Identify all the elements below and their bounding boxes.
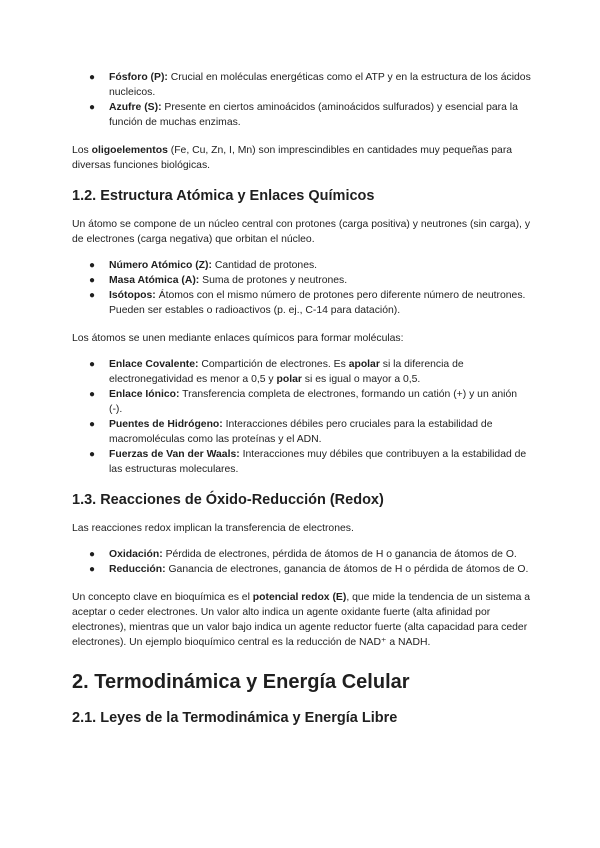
section-heading-1-3: 1.3. Reacciones de Óxido-Reducción (Redox) [72, 492, 384, 508]
definition: Pérdida de electrones, pérdida de átomos de H o ganancia de átomos de O. [162, 549, 517, 560]
bullet-icon: ● [89, 290, 96, 301]
definition: Crucial en moléculas energéticas como el ATP y en la estructura de los ácidos nucleicos. [109, 72, 531, 98]
definition: Presente en ciertos aminoácidos (aminoácidos sulfurados) y esencial para la función de muchas enzimas. [109, 102, 518, 128]
text: Compartición de electrones. Es [198, 359, 349, 370]
term: Fósforo (P): [109, 72, 168, 83]
bullet-icon: ● [89, 359, 96, 370]
bullet-icon: ● [89, 260, 96, 271]
term: Enlace Covalente: [109, 359, 199, 370]
elements-list [72, 70, 532, 130]
bullet-icon: ● [89, 389, 96, 400]
term: Azufre (S): [109, 102, 162, 113]
redox-intro: Las reacciones redox implican la transferencia de electrones. [72, 523, 354, 534]
term: Fuerzas de Van der Waals: [109, 449, 240, 460]
bullet-icon: ● [89, 275, 96, 286]
list-item [72, 547, 532, 562]
term: Enlace Iónico: [109, 389, 180, 400]
oligo-paragraph [72, 143, 532, 173]
list-item [72, 258, 532, 273]
term: oligoelementos [91, 145, 168, 156]
text: Un concepto clave en bioquímica es el [72, 592, 253, 603]
bullet-icon: ● [89, 102, 96, 113]
section-heading-2-1: 2.1. Leyes de la Termodinámica y Energía Libre [72, 710, 398, 726]
term: Número Atómico (Z): [109, 260, 212, 271]
atom-list [72, 258, 532, 318]
definition: Interacciones muy débiles que contribuyen a la estabilidad de las estructuras moleculares. [109, 449, 527, 475]
term: Reducción: [109, 564, 166, 575]
list-item [72, 447, 532, 477]
bullet-icon: ● [89, 564, 96, 575]
term: Oxidación: [109, 549, 163, 560]
document-content [72, 70, 532, 727]
bullet-icon: ● [89, 72, 96, 83]
text: , que mide la tendencia de un sistema a aceptar o ceder electrones. Un valor alto indica un agente oxidante fuerte (alta afinidad por electrones), mientras que un valor bajo indica un agente reductor fuerte (alta capacidad para ceder electrones). Un ejemplo bioquímico central es la reducción de NAD⁺ a NADH. [72, 592, 531, 648]
bullet-icon: ● [89, 449, 96, 460]
definition: Cantidad de protones. [211, 260, 318, 271]
definition: Transferencia completa de electrones, formando un catión (+) y un anión (-). [109, 389, 518, 415]
bullet-icon: ● [89, 419, 96, 430]
definition: Ganancia de electrones, ganancia de átomos de H o pérdida de átomos de O. [165, 564, 529, 575]
term: potencial redox (E) [252, 592, 347, 603]
text: si la diferencia de electronegatividad es menor a 0,5 y [109, 359, 464, 385]
term: Isótopos: [109, 290, 156, 301]
definition: Suma de protones y neutrones. [199, 275, 348, 286]
term: apolar [348, 359, 380, 370]
term: polar [276, 374, 302, 385]
definition: Átomos con el mismo número de protones pero diferente número de neutrones. Pueden ser estables o radioactivos (p. ej., C-14 para datación). [109, 290, 526, 316]
list-item [72, 70, 532, 100]
list-item [72, 357, 532, 387]
list-item [72, 288, 532, 318]
term: Masa Atómica (A): [109, 275, 200, 286]
text: (Fe, Cu, Zn, I, Mn) son imprescindibles en cantidades muy pequeñas para diversas funciones biológicas. [72, 145, 513, 171]
text: si es igual o mayor a 0,5. [301, 374, 421, 385]
section-heading-1-2: 1.2. Estructura Atómica y Enlaces Químicos [72, 188, 375, 204]
list-item [72, 562, 532, 577]
list-item [72, 417, 532, 447]
bonds-intro: Los átomos se unen mediante enlaces químicos para formar moléculas: [72, 333, 404, 344]
atom-intro: Un átomo se compone de un núcleo central con protones (carga positiva) y neutrones (sin carga), y de electrones (carga negativa) que orbitan el núcleo. [72, 219, 531, 245]
list-item [72, 387, 532, 417]
text: Los [72, 145, 92, 156]
definition: Interacciones débiles pero cruciales para la estabilidad de macromoléculas como las proteínas y el ADN. [109, 419, 493, 445]
bullet-icon: ● [89, 549, 96, 560]
term: Puentes de Hidrógeno: [109, 419, 223, 430]
potencial-paragraph [72, 590, 532, 650]
list-item [72, 273, 532, 288]
bonds-list [72, 357, 532, 477]
list-item [72, 100, 532, 130]
chapter-heading-2: 2. Termodinámica y Energía Celular [72, 671, 410, 693]
redox-list [72, 547, 532, 577]
